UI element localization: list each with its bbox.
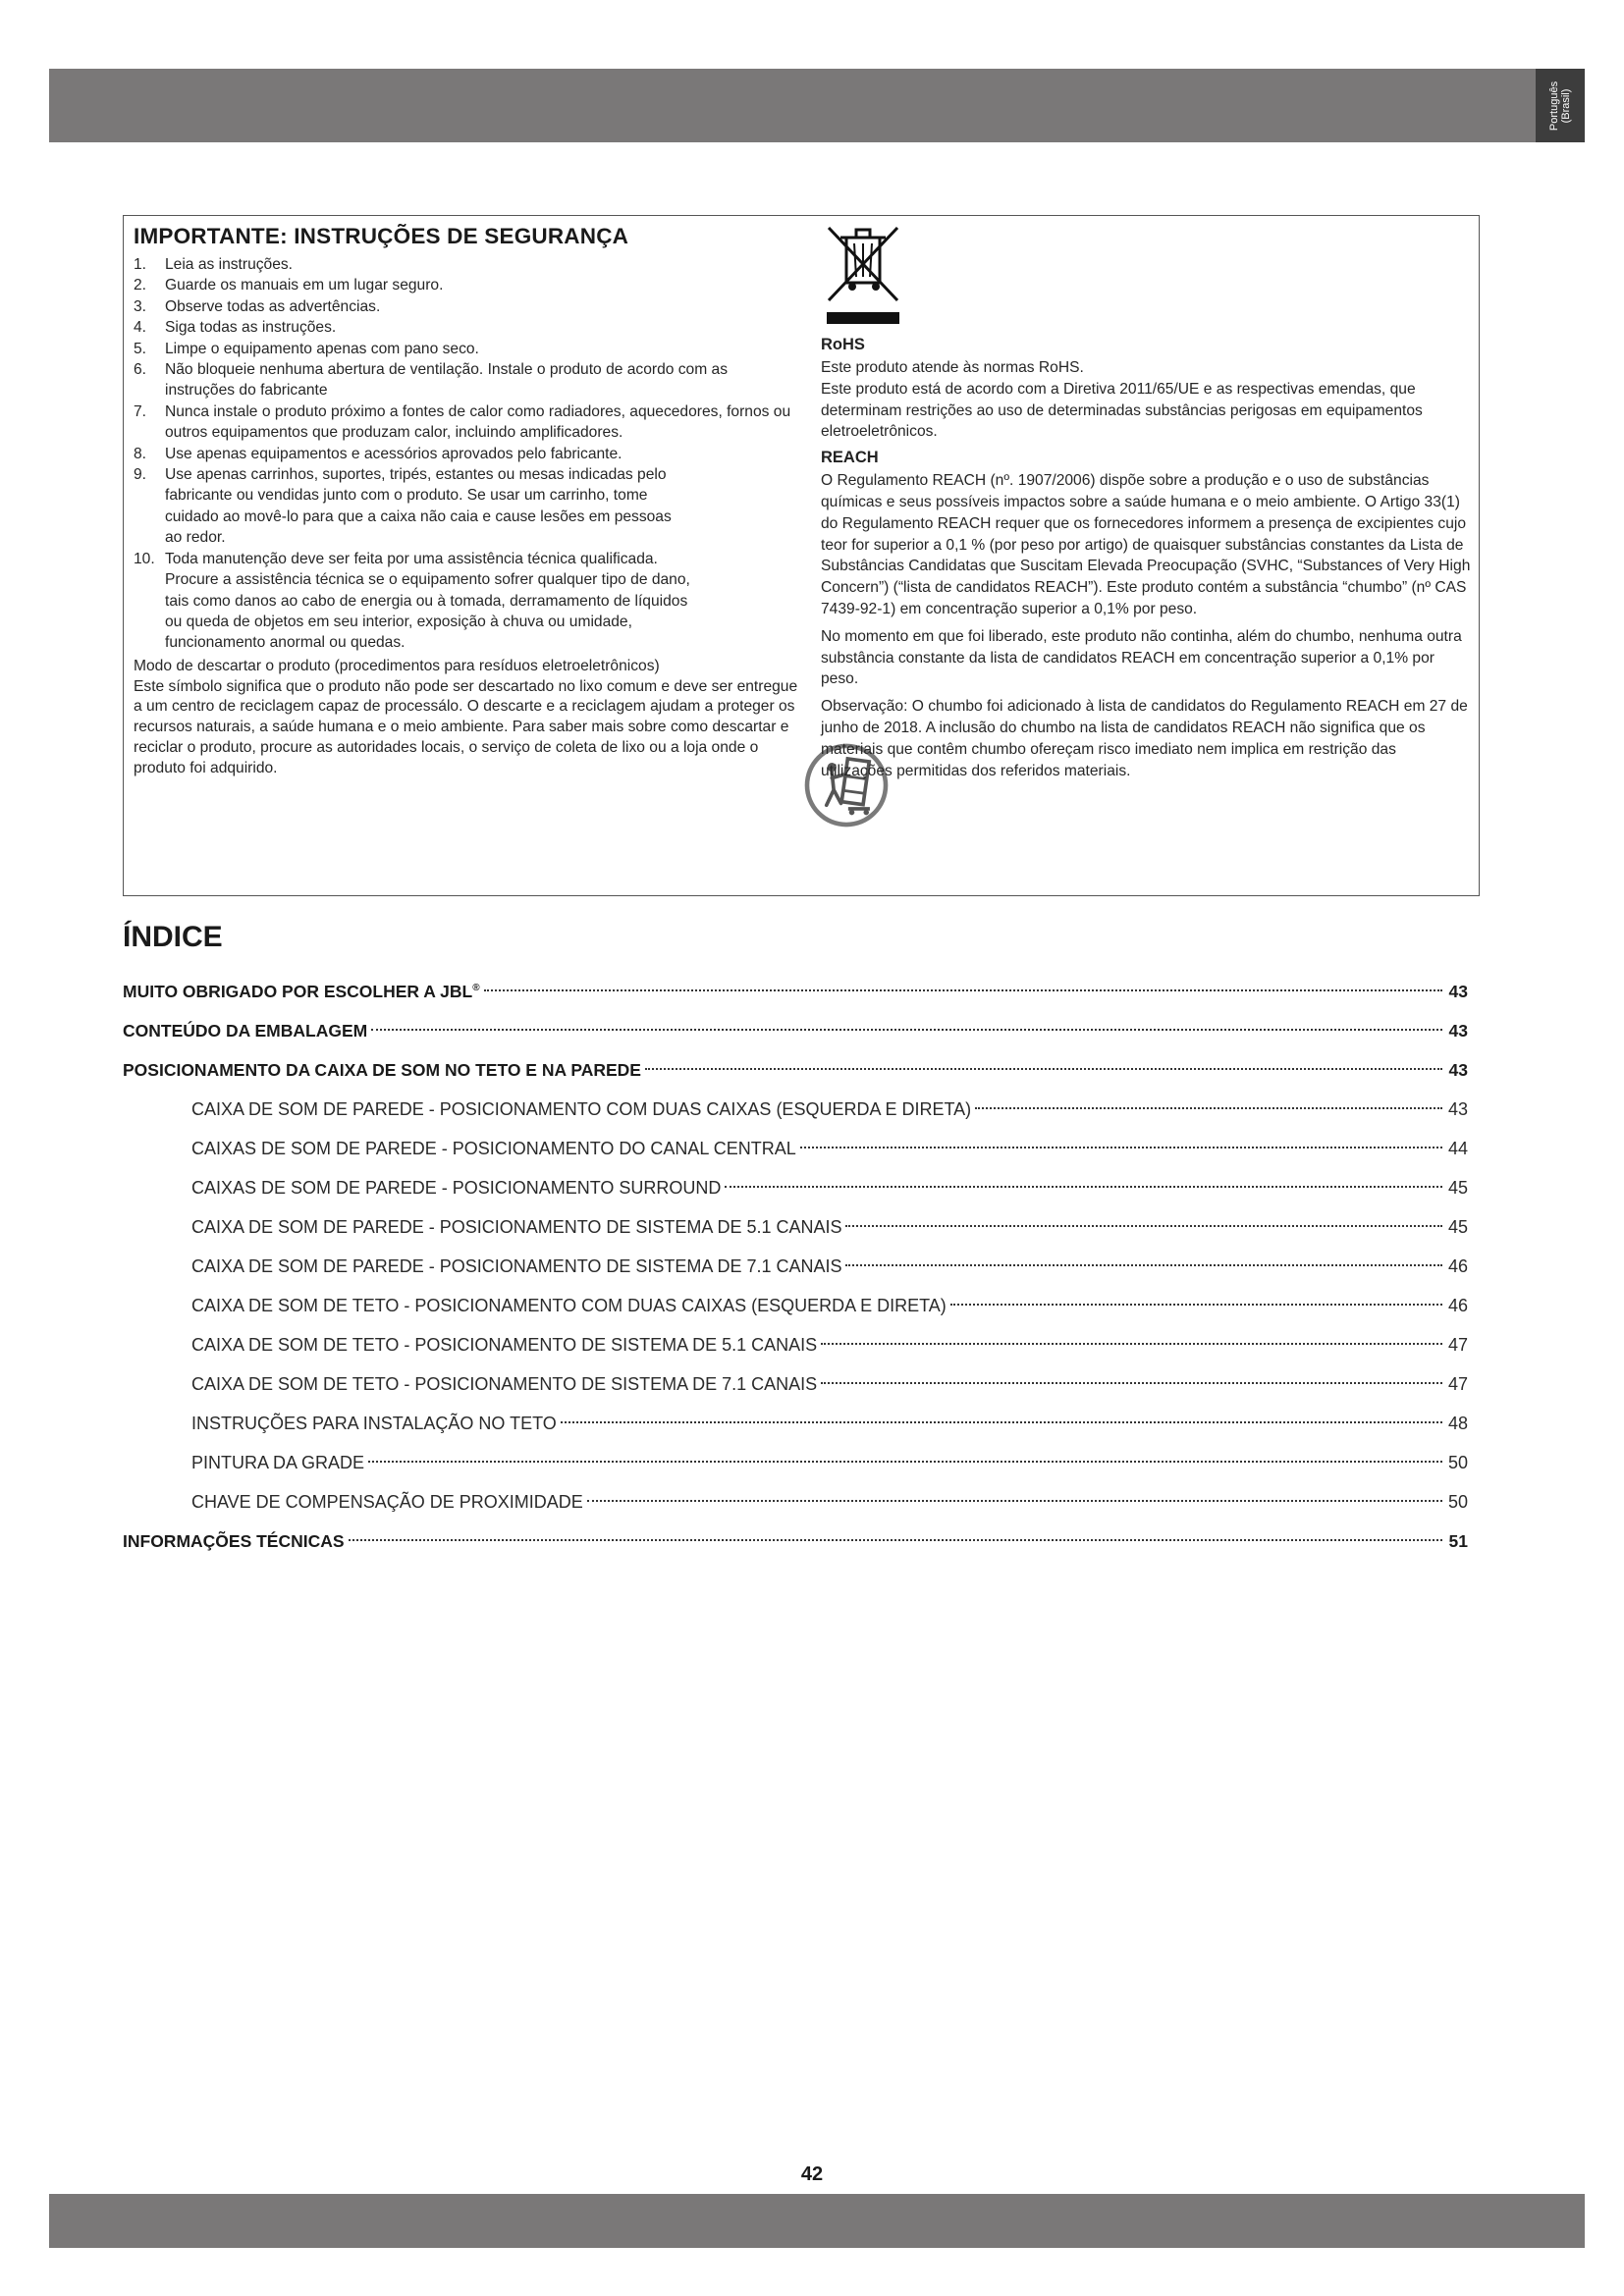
safety-title: IMPORTANTE: INSTRUÇÕES DE SEGURANÇA: [134, 224, 629, 248]
rohs-text: Este produto atende às normas RoHS.: [821, 359, 1084, 376]
reach-heading: REACH: [821, 449, 879, 467]
safety-item: 9. Use apenas carrinhos, suportes, tripés, estantes ou mesas indicadas pelo fabricante ou vendidas junto com o produto. Se usar um carrinho, tome cuidado ao movê-lo para que a caixa não caia e cause lesões em pessoas ao redor.: [134, 466, 672, 547]
language-name: Português: [1548, 80, 1560, 131]
toc-page-number: 50: [1447, 1453, 1468, 1472]
safety-item: 10. Toda manutenção deve ser feita por uma assistência técnica qualificada. Procure a assistência técnica se o equipamento sofrer qualquer tipo de dano, tais como danos ao cabo de energia ou à tomada, derramamento de líquidos ou queda de objetos em seu interior, exposição à chuva ou umidade, funcionamento anormal ou quedas.: [134, 550, 690, 652]
toc-page-number: 43: [1448, 1060, 1468, 1080]
rohs-heading: RoHS: [821, 336, 865, 353]
toc-page-number: 48: [1447, 1414, 1468, 1433]
footer-bar: [49, 2194, 1585, 2248]
header-bar: [49, 69, 1585, 142]
safety-item: 8. Use apenas equipamentos e acessórios aprovados pelo fabricante.: [134, 445, 623, 462]
safety-item: 7. Nunca instale o produto próximo a fontes de calor como radiadores, aquecedores, fornos ou outros equipamentos que produzam calor, incluindo amplificadores.: [134, 402, 791, 442]
safety-item: 4. Siga todas as instruções.: [134, 319, 337, 337]
toc-subentry[interactable]: CAIXAS DE SOM DE PAREDE - POSICIONAMENTO DO CANAL CENTRAL 44: [123, 1129, 1468, 1168]
safety-item: 6. Não bloqueie nenhuma abertura de ventilação. Instale o produto de acordo com as instruções do fabricante: [134, 361, 729, 400]
weee-underline-bar: [827, 312, 899, 324]
toc-page-number: 44: [1447, 1139, 1468, 1158]
disposal-section: [134, 657, 801, 779]
toc-page-number: 43: [1447, 1099, 1468, 1119]
toc-entry[interactable]: CONTEÚDO DA EMBALAGEM 43: [123, 1011, 1468, 1050]
toc-subentry[interactable]: CAIXA DE SOM DE TETO - POSICIONAMENTO COM DUAS CAIXAS (ESQUERDA E DIRETA) 46: [123, 1286, 1468, 1325]
toc-page-number: 47: [1447, 1374, 1468, 1394]
toc-page-number: 45: [1447, 1217, 1468, 1237]
reach-paragraph: No momento em que foi liberado, este produto não continha, além do chumbo, nenhuma outra substância constante da lista de candidatos REACH em concentração superior a 0,1% por peso.: [821, 627, 1462, 688]
toc-subentry[interactable]: INSTRUÇÕES PARA INSTALAÇÃO NO TETO 48: [123, 1404, 1468, 1443]
language-label: [1548, 80, 1572, 130]
toc-entry[interactable]: INFORMAÇÕES TÉCNICAS 51: [123, 1522, 1468, 1561]
toc-page-number: 50: [1447, 1492, 1468, 1512]
safety-item: 1. Leia as instruções.: [134, 256, 294, 273]
language-region: (Brasil): [1560, 88, 1572, 123]
compliance-column: [821, 224, 1471, 787]
toc-page-number: 46: [1447, 1296, 1468, 1315]
toc-subentry[interactable]: PINTURA DA GRADE 50: [123, 1443, 1468, 1482]
safety-instructions: [134, 224, 801, 779]
disposal-text: Este símbolo significa que o produto não pode ser descartado no lixo comum e deve ser entregue a um centro de reciclagem capaz de processálo. O descarte e a reciclagem ajudam a proteger os recursos naturais, a saúde humana e o meio ambiente. Para saber mais sobre como descartar e reciclar o produto, procure as autoridades locais, o serviço de coleta de lixo ou a loja onde o produto foi adquirido.: [134, 677, 798, 776]
language-tab: [1536, 69, 1585, 142]
toc-page-number: 43: [1448, 1021, 1468, 1041]
toc-title: ÍNDICE: [123, 921, 223, 953]
safety-list: [134, 254, 801, 654]
toc-page-number: 46: [1447, 1256, 1468, 1276]
rohs-directive-text: Este produto está de acordo com a Diretiva 2011/65/UE e as respectivas emendas, que determinam restrições ao uso de determinadas substâncias perigosas em equipamentos eletroeletrônicos.: [821, 380, 1423, 441]
weee-bin-icon: [823, 224, 901, 304]
toc-subentry[interactable]: CAIXA DE SOM DE TETO - POSICIONAMENTO DE SISTEMA DE 5.1 CANAIS 47: [123, 1325, 1468, 1364]
toc-subentry[interactable]: CHAVE DE COMPENSAÇÃO DE PROXIMIDADE 50: [123, 1482, 1468, 1522]
toc-subentry[interactable]: CAIXA DE SOM DE PAREDE - POSICIONAMENTO COM DUAS CAIXAS (ESQUERDA E DIRETA) 43: [123, 1090, 1468, 1129]
safety-item: 2. Guarde os manuais em um lugar seguro.: [134, 277, 444, 294]
safety-item: 5. Limpe o equipamento apenas com pano seco.: [134, 340, 479, 357]
toc-subentry[interactable]: CAIXA DE SOM DE PAREDE - POSICIONAMENTO DE SISTEMA DE 5.1 CANAIS 45: [123, 1207, 1468, 1247]
toc-subentry[interactable]: CAIXA DE SOM DE PAREDE - POSICIONAMENTO DE SISTEMA DE 7.1 CANAIS 46: [123, 1247, 1468, 1286]
safety-box: [123, 215, 1480, 896]
reach-note: Observação: O chumbo foi adicionado à lista de candidatos do Regulamento REACH em 27 de junho de 2018. A inclusão do chumbo na lista de candidatos REACH não significa que os materiais que contêm chumbo ofereçam risco imediato nem implica em restrição das utilizações permitidas dos referidos materiais.: [821, 698, 1468, 779]
toc-entry[interactable]: MUITO OBRIGADO POR ESCOLHER A JBL® 43: [123, 972, 1468, 1011]
toc-subentry[interactable]: CAIXA DE SOM DE TETO - POSICIONAMENTO DE SISTEMA DE 7.1 CANAIS 47: [123, 1364, 1468, 1404]
toc-page-number: 45: [1447, 1178, 1468, 1198]
safety-item: 3. Observe todas as advertências.: [134, 297, 381, 315]
toc-page-number: 51: [1448, 1531, 1468, 1551]
reach-paragraph: O Regulamento REACH (nº. 1907/2006) dispõe sobre a produção e o uso de substâncias químicas e seus possíveis impactos sobre a saúde humana e o meio ambiente. O Artigo 33(1) do Regulamento REACH requer que os fornecedores informem a presença de excipientes cujo teor for superior a 0,1 % (por peso por artigo) de quaisquer substâncias constantes da Lista de Substâncias Candidatas que Suscitam Elevada Preocupação (SVHC, “Substances of Very High Concern”) (“lista de candidatos REACH”). Este produto contém a substância “chumbo” (nº CAS 7439-92-1) em concentração superior a 0,1% por peso.: [821, 472, 1471, 617]
toc-page-number: 47: [1447, 1335, 1468, 1355]
toc-page-number: 43: [1448, 982, 1468, 1001]
toc-entry[interactable]: POSICIONAMENTO DA CAIXA DE SOM NO TETO E NA PAREDE 43: [123, 1050, 1468, 1090]
disposal-title: Modo de descartar o produto (procedimentos para resíduos eletroeletrônicos): [134, 657, 660, 674]
table-of-contents: [123, 972, 1468, 1561]
page-number: 42: [800, 2163, 824, 2185]
toc-subentry[interactable]: CAIXAS DE SOM DE PAREDE - POSICIONAMENTO SURROUND 45: [123, 1168, 1468, 1207]
